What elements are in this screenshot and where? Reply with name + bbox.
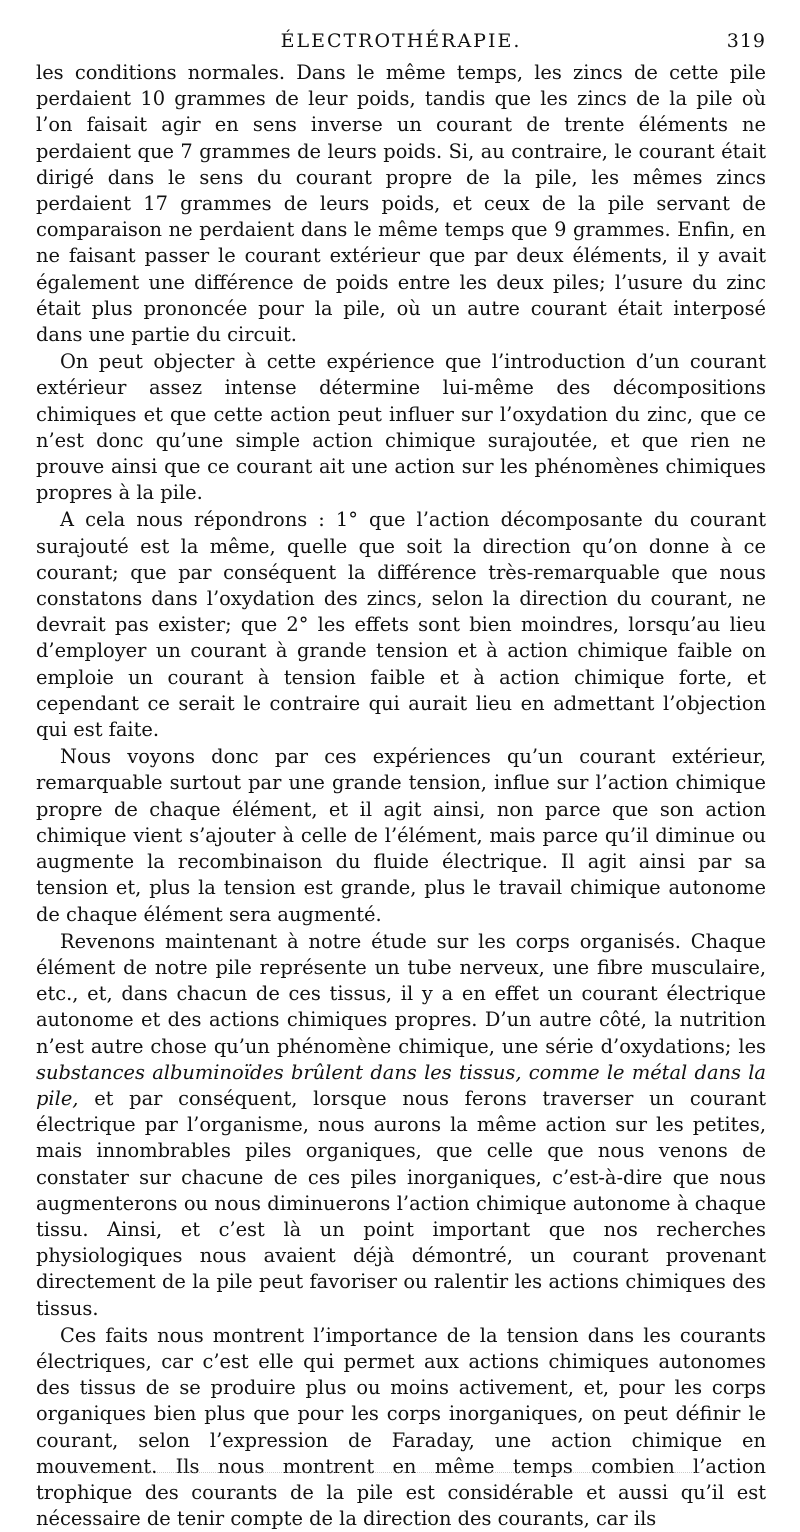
body-text bbox=[36, 60, 766, 1532]
running-title: ÉLECTROTHÉRAPIE. bbox=[280, 30, 522, 52]
paragraph-continuation: les conditions normales. Dans le même temps, les zincs de cette pile perdaient 10 grammes de leur poids, tandis que les zincs de la pile où l’on faisait agir en sens inverse un courant de trente éléments ne perdaient que 7 grammes de leurs poids. Si, au contraire, le courant était dirigé dans le sens du courant propre de la pile, les mêmes zincs perdaient 17 grammes de leurs poids, et ceux de la pile servant de comparaison ne perdaient dans le même temps que 9 grammes. Enfin, en ne faisant passer le courant extérieur que par deux éléments, il y avait également une différence de poids entre les deux piles; l’usure du zinc était plus prononcée pour la pile, où un autre courant était interposé dans une partie du circuit. bbox=[36, 61, 766, 347]
paragraph-objection: On peut objecter à cette expérience que l’introduction d’un courant extérieur assez intense détermine lui-même des décompositions chimiques et que cette action peut influer sur l’oxydation du zinc, que ce n’est donc qu’une simple action chimique surajoutée, et que rien ne prouve ainsi que ce courant ait une action sur les phénomènes chimiques propres à la pile. bbox=[36, 350, 766, 505]
paragraph-response: A cela nous répondrons : 1° que l’action décomposante du courant surajouté est la même, quelle que soit la direction qu’on donne à ce courant; que par conséquent la différence très-remarquable que nous constatons dans l’oxydation des zincs, selon la direction du courant, ne devrait pas exister; que 2° les effets sont bien moindres, lorsqu’au lieu d’employer un courant à grande tension et à action chimique faible on emploie un courant à tension faible et à action chimique forte, et cependant ce serait le contraire qui aurait lieu en admettant l’objection qui est faite. bbox=[36, 508, 766, 742]
book-page bbox=[36, 30, 766, 1532]
paragraph-conclusion: Nous voyons donc par ces expériences qu’un courant extérieur, remarquable surtout par une grande tension, influe sur l’action chimique propre de chaque élément, et il agit ainsi, non parce que son action chimique vient s’ajouter à celle de l’élément, mais parce qu’il diminue ou augmente la recombinaison du fluide électrique. Il agit ainsi par sa tension et, plus la tension est grande, plus le travail chimique autonome de chaque élément sera augmenté. bbox=[36, 745, 766, 926]
paragraph-text: et par conséquent, lorsque nous ferons traverser un courant électrique par l’organisme, nous aurons la même action sur les petites, mais innombrables piles organiques, que celle que nous venons de constater sur chacune de ces piles inorganiques, c’est-à-dire que nous augmenterons ou nous diminuerons l’action chimique autonome à chaque tissu. Ainsi, et c’est là un point important que nos recherches physiologiques nous avaient déjà démontré, un courant provenant directement de la pile peut favoriser ou ralentir les actions chimiques des tissus. bbox=[36, 1086, 766, 1320]
italic-emphasis: substances albuminoïdes brûlent dans les tissus, comme le métal dans la pile, bbox=[36, 1060, 766, 1110]
page-bottom-specks bbox=[60, 1472, 700, 1477]
page-number: 319 bbox=[726, 30, 766, 52]
paragraph-tension: Ces faits nous montrent l’importance de la tension dans les courants électriques, car c’est elle qui permet aux actions chimiques autonomes des tissus de se produire plus ou moins activement, et, pour les corps organiques bien plus que pour les corps inorganiques, on peut définir le courant, selon l’expression de Faraday, une action chimique en mouvement. Ils nous montrent en même temps combien l’action trophique des courants de la pile est considérable et aussi qu’il est nécessaire de tenir compte de la direction des courants, car ils bbox=[36, 1323, 766, 1531]
running-header bbox=[36, 30, 766, 60]
paragraph-text: Revenons maintenant à notre étude sur les corps organisés. Chaque élément de notre pile représente un tube nerveux, une fibre musculaire, etc., et, dans chacun de ces tissus, il y a en effet un courant électrique autonome et des actions chimiques propres. D’un autre côté, la nutrition n’est autre chose qu’un phénomène chimique, une série d’oxydations; les bbox=[36, 929, 766, 1058]
paragraph-organized-bodies bbox=[36, 929, 766, 1322]
